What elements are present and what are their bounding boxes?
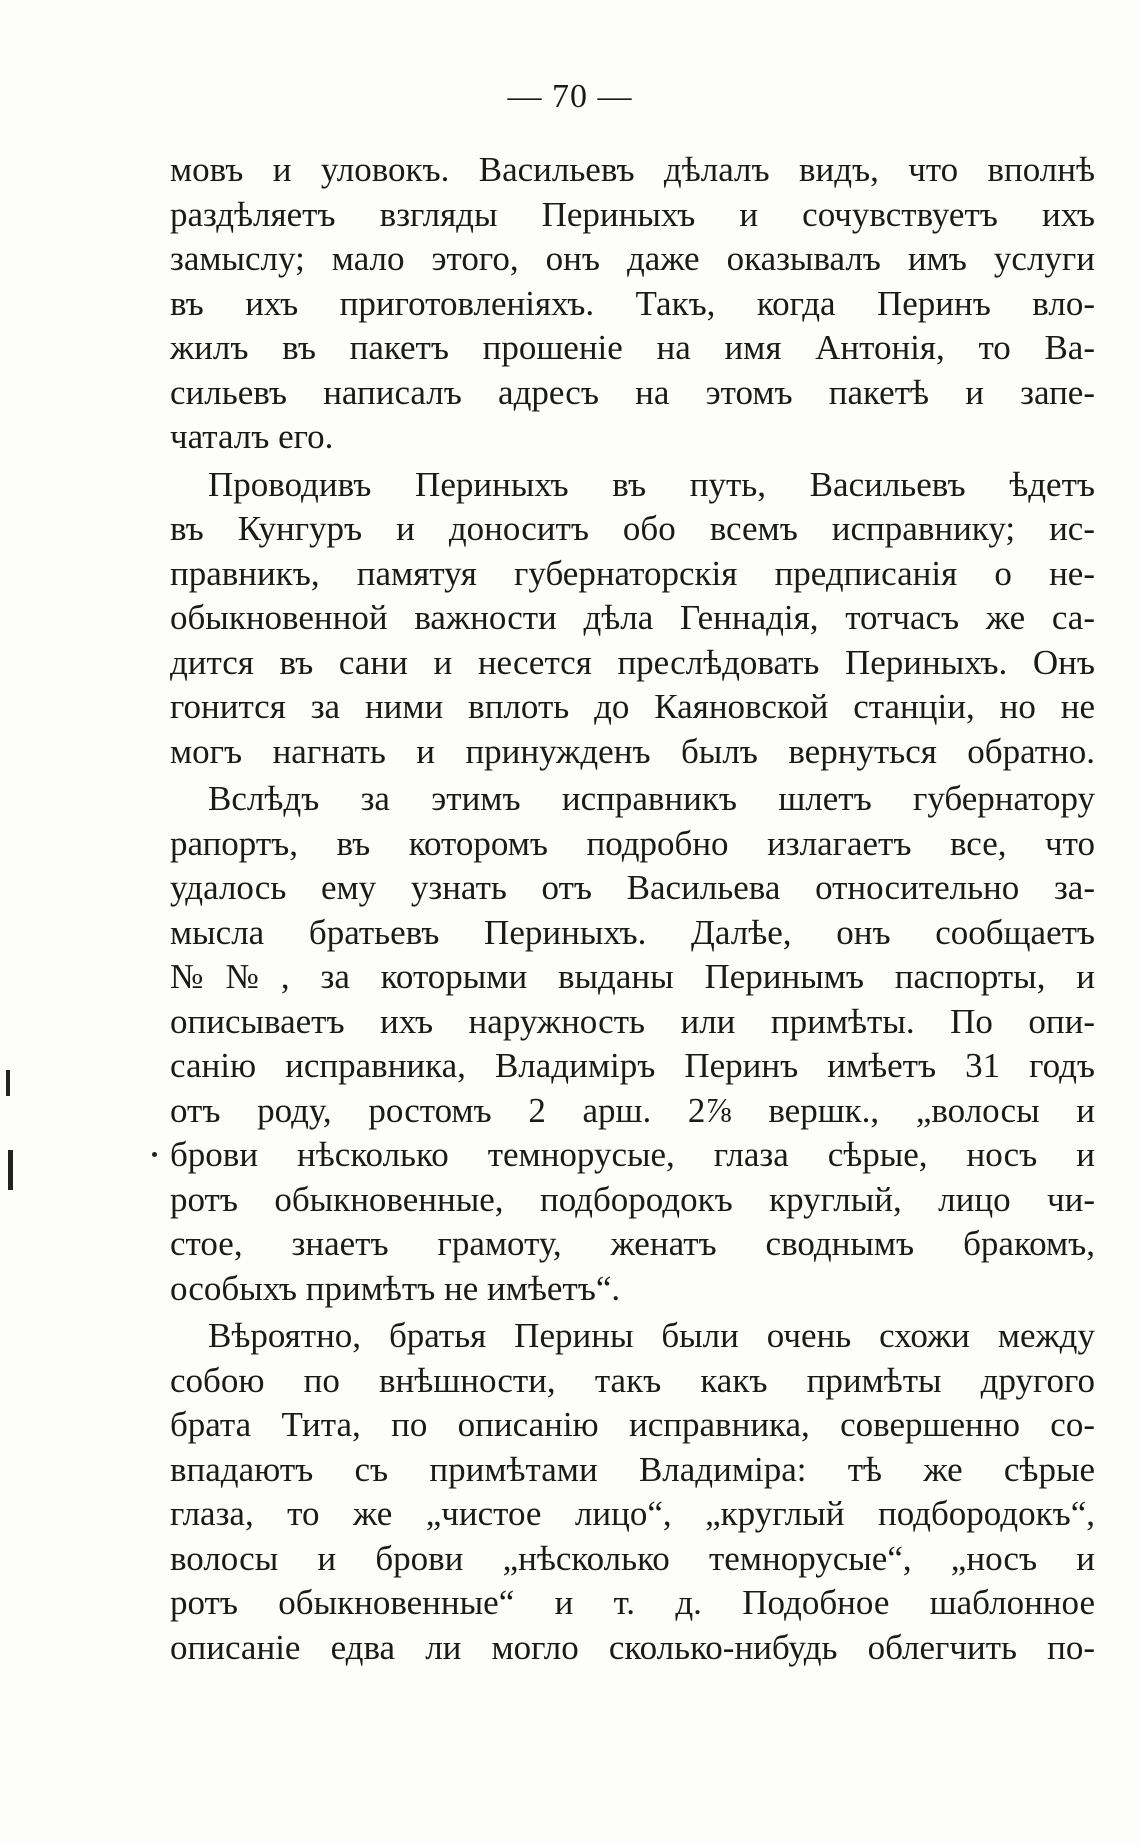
text-line: удалось ему узнать отъ Васильева относительно за- <box>170 868 1095 907</box>
text-line: ротъ обыкновенные, подбородокъ круглый, лицо чи- <box>170 1179 1095 1219</box>
text-line: раздѣляетъ взгляды Периныхъ и сочувствуетъ ихъ <box>170 194 1095 234</box>
text-line: правникъ, памятуя губернаторскія предписанія о не- <box>170 553 1095 593</box>
text-line: брата Тита, по описанію исправника, совершенно со- <box>170 1405 1095 1444</box>
text-line: особыхъ примѣтъ не имѣетъ“. <box>170 1268 621 1308</box>
scan-mark <box>6 1070 10 1096</box>
text-line: въ ихъ приготовленіяхъ. Такъ, когда Перинъ вло- <box>170 283 1095 323</box>
text-line: стое, знаетъ грамоту, женатъ своднымъ бракомъ, <box>170 1224 1095 1263</box>
text-line: №№, за которыми выданы Перинымъ паспорты, и <box>170 957 1095 996</box>
text-line: описываетъ ихъ наружность или примѣты. По опи- <box>170 1001 1095 1041</box>
scan-mark <box>8 1150 13 1190</box>
text-line: сильевъ написалъ адресъ на этомъ пакетѣ и запе- <box>170 372 1095 412</box>
text-line: мовъ и уловокъ. Васильевъ дѣлалъ видъ, что вполнѣ <box>170 150 1095 189</box>
page-number: — 70 — <box>507 78 633 115</box>
text-line: ротъ обыкновенные“ и т. д. Подобное шаблонное <box>170 1583 1095 1622</box>
text-line: отъ роду, ростомъ 2 арш. 2⅞ вершк., „волосы и <box>170 1090 1095 1130</box>
text-line: впадаютъ съ примѣтами Владиміра: тѣ же сѣрые <box>170 1449 1095 1489</box>
text-line: глаза, то же „чистое лицо“, „круглый подбородокъ“, <box>170 1494 1095 1533</box>
text-line: описаніе едва ли могло сколько-нибудь облегчить по- <box>170 1627 1095 1667</box>
text-line: брови нѣсколько темнорусые, глаза сѣрые, носъ и <box>170 1135 1095 1174</box>
text-line: жилъ въ пакетъ прошеніе на имя Антонія, то Ва- <box>170 328 1095 367</box>
paragraph-1 <box>170 148 1095 460</box>
text-line: дится въ сани и несется преслѣдовать Периныхъ. Онъ <box>170 642 1095 682</box>
text-line: Вслѣдъ за этимъ исправникъ шлетъ губернатору <box>208 779 1095 818</box>
scan-mark <box>152 1152 157 1157</box>
paragraph-4 <box>170 1314 1095 1670</box>
text-line: замыслу; мало этого, онъ даже оказывалъ имъ услуги <box>170 239 1095 278</box>
text-line: мысла братьевъ Периныхъ. Далѣе, онъ сообщаетъ <box>170 912 1095 952</box>
text-line: волосы и брови „нѣсколько темнорусые“, „носъ и <box>170 1538 1095 1578</box>
text-line: собою по внѣшности, такъ какъ примѣты другого <box>170 1360 1095 1400</box>
text-line: обыкновенной важности дѣла Геннадія, тотчасъ же са- <box>170 598 1095 637</box>
text-line: Вѣроятно, братья Перины были очень схожи между <box>208 1316 1095 1355</box>
text-line: рапортъ, въ которомъ подробно излагаетъ все, что <box>170 823 1095 863</box>
text-line: санію исправника, Владиміръ Перинъ имѣетъ 31 годъ <box>170 1046 1095 1085</box>
text-line: чаталъ его. <box>170 417 334 456</box>
text-line: могъ нагнать и принужденъ былъ вернуться обратно. <box>170 731 1095 771</box>
text-line: въ Кунгуръ и доноситъ обо всемъ исправнику; ис- <box>170 509 1095 548</box>
text-line: гонится за ними вплоть до Каяновской станціи, но не <box>170 687 1095 726</box>
paragraph-2 <box>170 463 1095 775</box>
body-text <box>170 148 1095 1673</box>
paragraph-3 <box>170 777 1095 1311</box>
text-line: Проводивъ Периныхъ въ путь, Васильевъ ѣдетъ <box>208 464 1095 504</box>
